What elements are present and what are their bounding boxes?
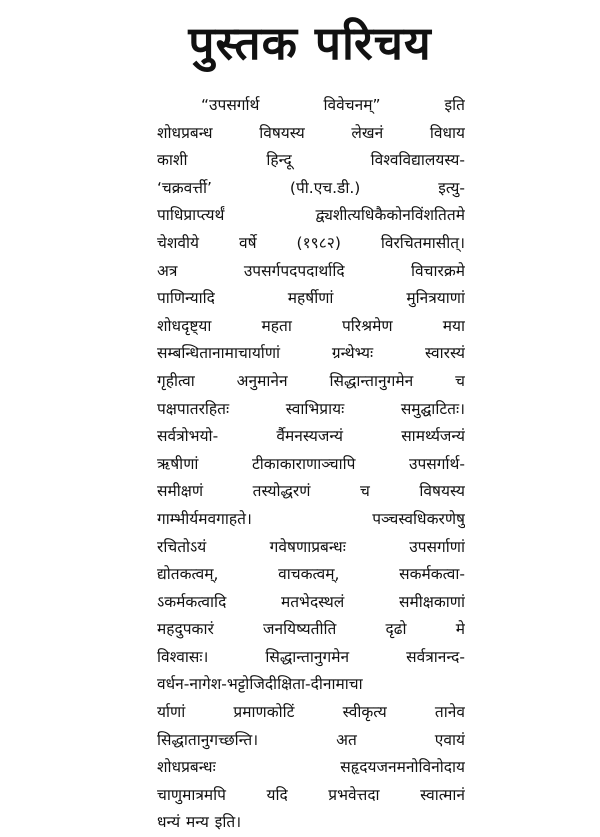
text-line: रचितोऽयं गवेषणाप्रबन्धः उपसर्गाणां — [157, 537, 465, 556]
review-text — [157, 92, 465, 837]
text-line: र्याणां प्रमाणकोटिं स्वीकृत्य तानेव — [157, 703, 465, 722]
text-line: शोधप्रबन्ध विषयस्य लेखनं विधाय — [157, 123, 465, 142]
text-line: सर्वत्रोभयो- र्वैमनस्यजन्यं सामर्थ्यजन्यं — [157, 427, 465, 446]
text-line: सम्बन्धितानामाचार्याणां ग्रन्थेभ्यः स्वारस्यं — [157, 344, 465, 363]
text-line: समीक्षणं तस्योद्धरणं च विषयस्य — [157, 482, 465, 501]
text-line: शोधदृष्ट्या महता परिश्रमेण मया — [157, 316, 465, 335]
text-line: सिद्धातानुगच्छन्ति। अत एवायं — [157, 730, 465, 749]
text-line: विश्वासः। सिद्धान्तानुगमेन सर्वत्रानन्द- — [157, 647, 465, 666]
text-line: चेशवीये वर्षे (१९८२) विरचितमासीत्। — [157, 233, 465, 252]
text-line: धन्यं मन्य इति। — [157, 813, 242, 832]
text-line: ‘चक्रवर्त्ती’ (पी.एच.डी.) इत्यु- — [157, 178, 465, 197]
text-line: पाधिप्राप्त्यर्थं द्व्यशीत्यधिकैकोनविंशतितमे — [157, 206, 465, 225]
text-line: काशी हिन्दू विश्वविद्यालयस्य- — [157, 151, 465, 170]
text-line: शोधप्रबन्धः सहृदयजनमनोविनोदाय — [157, 758, 465, 777]
text-line: अत्र उपसर्गपदपदार्थादि विचारक्रमे — [157, 261, 465, 280]
text-line: ऋषीणां टीकाकाराणाञ्चापि उपसर्गार्थ- — [157, 454, 465, 473]
text-line: महदुपकारं जनयिष्यतीति दृढो मे — [157, 620, 465, 639]
text-line: गाम्भीर्यमवगाहते। पञ्चस्वधिकरणेषु — [157, 509, 465, 528]
text-line: ऽकर्मकत्वादि मतभेदस्थलं समीक्षकाणां — [157, 592, 465, 611]
text-line: “उपसर्गार्थ विवेचनम्” इति — [201, 96, 465, 114]
text-line: द्योतकत्वम्, वाचकत्वम्, सकर्मकत्वा- — [157, 565, 465, 584]
text-line: गृहीत्वा अनुमानेन सिद्धान्तानुगमेन च — [157, 371, 465, 390]
text-line: चाणुमात्रमपि यदि प्रभवेत्तदा स्वात्मानं — [157, 785, 465, 804]
text-line: पक्षपातरहितः स्वाभिप्रायः समुद्घाटितः। — [157, 399, 465, 418]
text-line: वर्धन-नागेश-भट्टोजिदीक्षिता-दीनामाचा — [157, 675, 363, 694]
page-title: पुस्तक परिचय — [188, 16, 432, 70]
text-line: पाणिन्यादि महर्षीणां मुनित्रयाणां — [157, 289, 465, 308]
